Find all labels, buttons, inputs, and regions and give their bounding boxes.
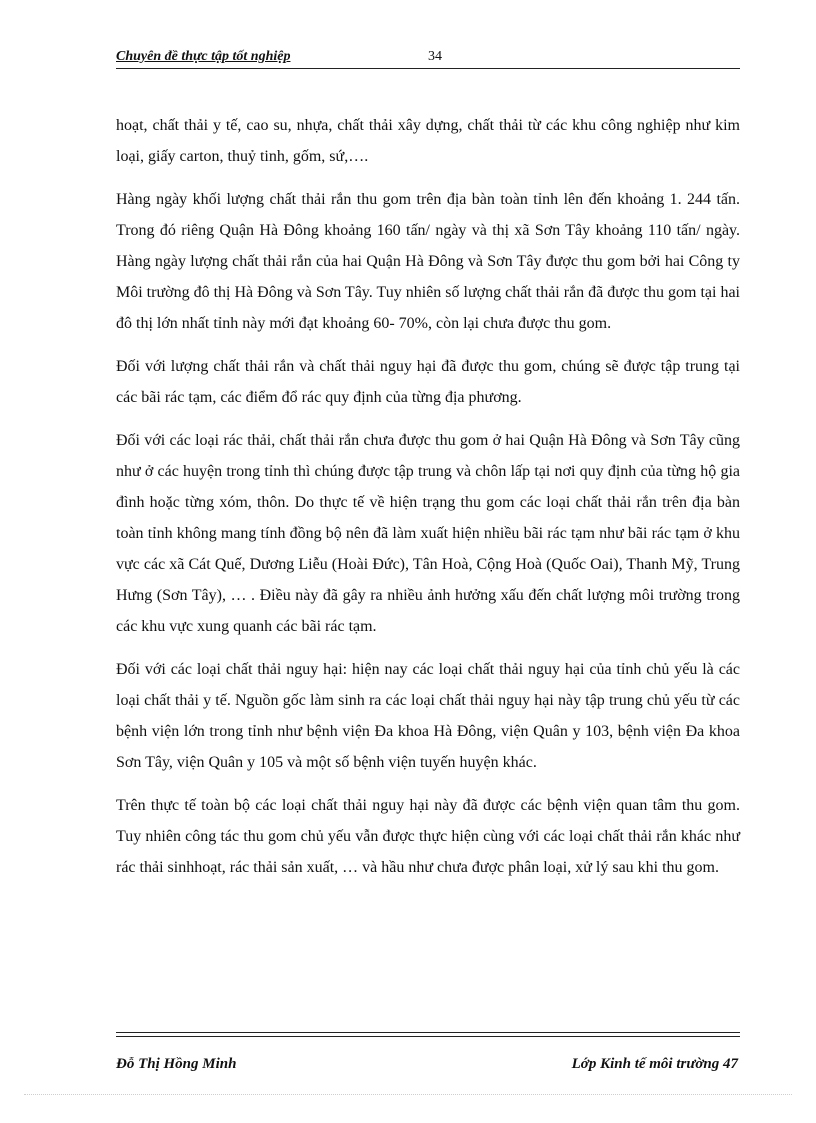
body-text (116, 110, 740, 895)
page-number: 34 (428, 49, 442, 64)
footer-class: Lớp Kinh tế môi trường 47 (571, 1056, 738, 1072)
header-title: Chuyên đề thực tập tốt nghiệp (116, 49, 291, 64)
paragraph: Đối với các loại rác thải, chất thải rắn chưa được thu gom ở hai Quận Hà Đông và Sơn Tây cũng như ở các huyện trong tỉnh thì chúng được tập trung và chôn lấp tại nơi quy định của từng hộ gia đình hoặc từng xóm, thôn. Do thực tế về hiện trạng thu gom các loại chất thải rắn trên địa bàn toàn tỉnh không mang tính đồng bộ nên đã làm xuất hiện nhiều bãi rác tạm như bãi rác tạm ở khu vực các xã Cát Quế, Dương Liễu (Hoài Đức), Tân Hoà, Cộng Hoà (Quốc Oai), Thanh Mỹ, Trung Hưng (Sơn Tây), … . Điều này đã gây ra nhiều ảnh hưởng xấu đến chất lượng môi trường trong các khu vực xung quanh các bãi rác tạm. (116, 432, 740, 635)
paragraph: Trên thực tế toàn bộ các loại chất thải nguy hại này đã được các bệnh viện quan tâm thu gom. Tuy nhiên công tác thu gom chủ yếu vẫn được thực hiện cùng với các loại chất thải rắn khác như rác thải sinhhoạt, rác thải sản xuất, … và hầu như chưa được phân loại, xử lý sau khi thu gom. (116, 797, 740, 876)
footer-divider (116, 1032, 740, 1037)
paragraph: hoạt, chất thải y tế, cao su, nhựa, chất thải xây dựng, chất thải từ các khu công nghiệp như kim loại, giấy carton, thuỷ tinh, gốm, sứ,…. (116, 117, 740, 165)
paragraph: Đối với lượng chất thải rắn và chất thải nguy hại đã được thu gom, chúng sẽ được tập trung tại các bãi rác tạm, các điểm đổ rác quy định của từng địa phương. (116, 358, 740, 406)
page-bottom-border (24, 1094, 792, 1095)
footer-author: Đỗ Thị Hồng Minh (116, 1056, 237, 1072)
paragraph: Đối với các loại chất thải nguy hại: hiện nay các loại chất thải nguy hại của tỉnh chủ yếu là các loại chất thải y tế. Nguồn gốc làm sinh ra các loại chất thải nguy hại này tập trung chủ yếu từ các bệnh viện lớn trong tỉnh như bệnh viện Đa khoa Hà Đông, viện Quân y 103, bệnh viện Đa khoa Sơn Tây, viện Quân y 105 và một số bệnh viện tuyến huyện khác. (116, 661, 740, 771)
paragraph: Hàng ngày khối lượng chất thải rắn thu gom trên địa bàn toàn tỉnh lên đến khoảng 1. 244 tấn. Trong đó riêng Quận Hà Đông khoảng 160 tấn/ ngày và thị xã Sơn Tây khoảng 110 tấn/ ngày. Hàng ngày lượng chất thải rắn của hai Quận Hà Đông và Sơn Tây được thu gom bởi hai Công ty Môi trường đô thị Hà Đông và Sơn Tây. Tuy nhiên số lượng chất thải rắn đã được thu gom tại hai đô thị lớn nhất tỉnh này mới đạt khoảng 60- 70%, còn lại chưa được thu gom. (116, 191, 740, 332)
page-header (116, 46, 740, 69)
